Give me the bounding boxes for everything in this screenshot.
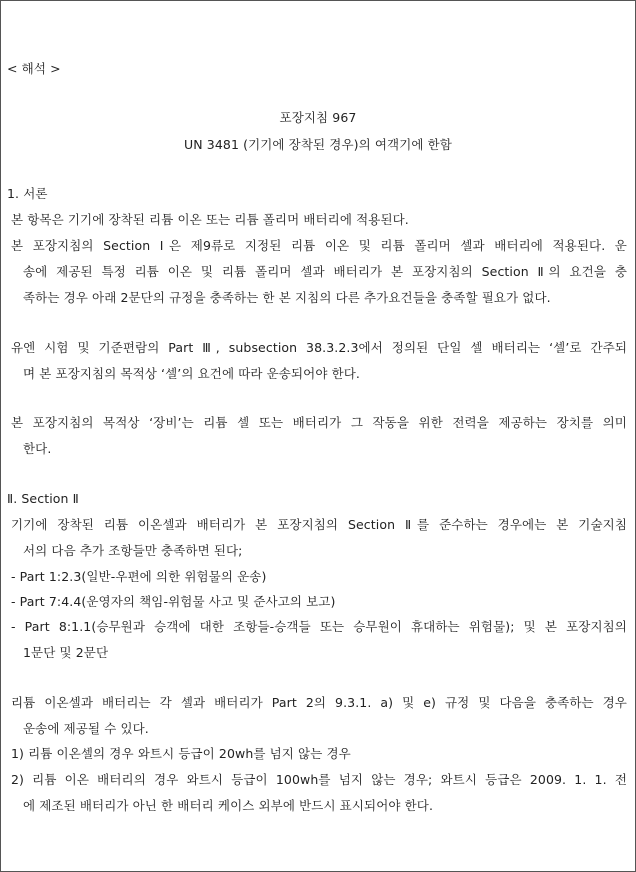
section-2-heading: Ⅱ. Section Ⅱ: [7, 491, 79, 506]
bullet-item-3-line-1: - Part 8:1.1(승무원과 승객에 대한 조항들-승객들 또는 승무원이 휴대하는 위험물); 및 본 포장지침의: [11, 619, 627, 634]
paragraph-3-line-1: 유엔 시험 및 기준편람의 Part Ⅲ, subsection 38.3.2.3에서 정의된 단일 셀 배터리는 ‘셀’로 간주되: [11, 340, 627, 355]
paragraph-3-line-2: 며 본 포장지침의 목적상 ‘셀’의 요건에 따라 운송되어야 한다.: [23, 366, 361, 381]
numbered-item-2-line-1: 2) 리튬 이온 배터리의 경우 와트시 등급이 100wh를 넘지 않는 경우; 와트시 등급은 2009. 1. 1. 전: [11, 772, 627, 787]
bullet-item-3-line-2: 1문단 및 2문단: [23, 645, 109, 660]
bullet-item-2: - Part 7:4.4(운영자의 책임-위험물 사고 및 준사고의 보고): [11, 594, 336, 609]
numbered-item-2-line-2: 에 제조된 배터리가 아닌 한 배터리 케이스 외부에 반드시 표시되어야 한다.: [23, 798, 434, 813]
paragraph-2-line-3: 족하는 경우 아래 2문단의 규정을 충족하는 한 본 지침의 다른 추가요건들을 충족할 필요가 없다.: [23, 290, 551, 305]
paragraph-6-line-1: 리튬 이온셀과 배터리는 각 셀과 배터리가 Part 2의 9.3.1. a) 및 e) 규정 및 다음을 충족하는 경우: [11, 695, 627, 710]
page-subtitle: UN 3481 (기기에 장착된 경우)의 여객기에 한함: [184, 137, 452, 152]
numbered-item-1: 1) 리튬 이온셀의 경우 와트시 등급이 20wh를 넘지 않는 경우: [11, 746, 351, 761]
section-1-heading: 1. 서론: [7, 186, 48, 201]
paragraph-6-line-2: 운송에 제공될 수 있다.: [23, 721, 149, 736]
paragraph-1: 본 항목은 기기에 장착된 리튬 이온 또는 리튬 폴리머 배터리에 적용된다.: [11, 212, 409, 227]
paragraph-5-line-2: 서의 다음 추가 조항들만 충족하면 된다;: [23, 543, 243, 558]
translation-header: < 해석 >: [7, 61, 61, 76]
paragraph-5-line-1: 기기에 장착된 리튬 이온셀과 배터리가 본 포장지침의 Section Ⅱ를 준수하는 경우에는 본 기술지침: [11, 517, 627, 532]
bullet-item-1: - Part 1:2.3(일반-우편에 의한 위험물의 운송): [11, 569, 267, 584]
page-title: 포장지침 967: [279, 110, 357, 125]
paragraph-4-line-2: 한다.: [23, 441, 52, 456]
paragraph-4-line-1: 본 포장지침의 목적상 ‘장비’는 리튬 셀 또는 배터리가 그 작동을 위한 전력을 제공하는 장치를 의미: [11, 415, 627, 430]
paragraph-2-line-2: 송에 제공된 특정 리튬 이온 및 리튬 폴리머 셀과 배터리가 본 포장지침의 Section Ⅱ의 요건을 충: [23, 264, 627, 279]
paragraph-2-line-1: 본 포장지침의 Section Ⅰ은 제9류로 지정된 리튬 이온 및 리튬 폴리머 셀과 배터리에 적용된다. 운: [11, 238, 627, 253]
